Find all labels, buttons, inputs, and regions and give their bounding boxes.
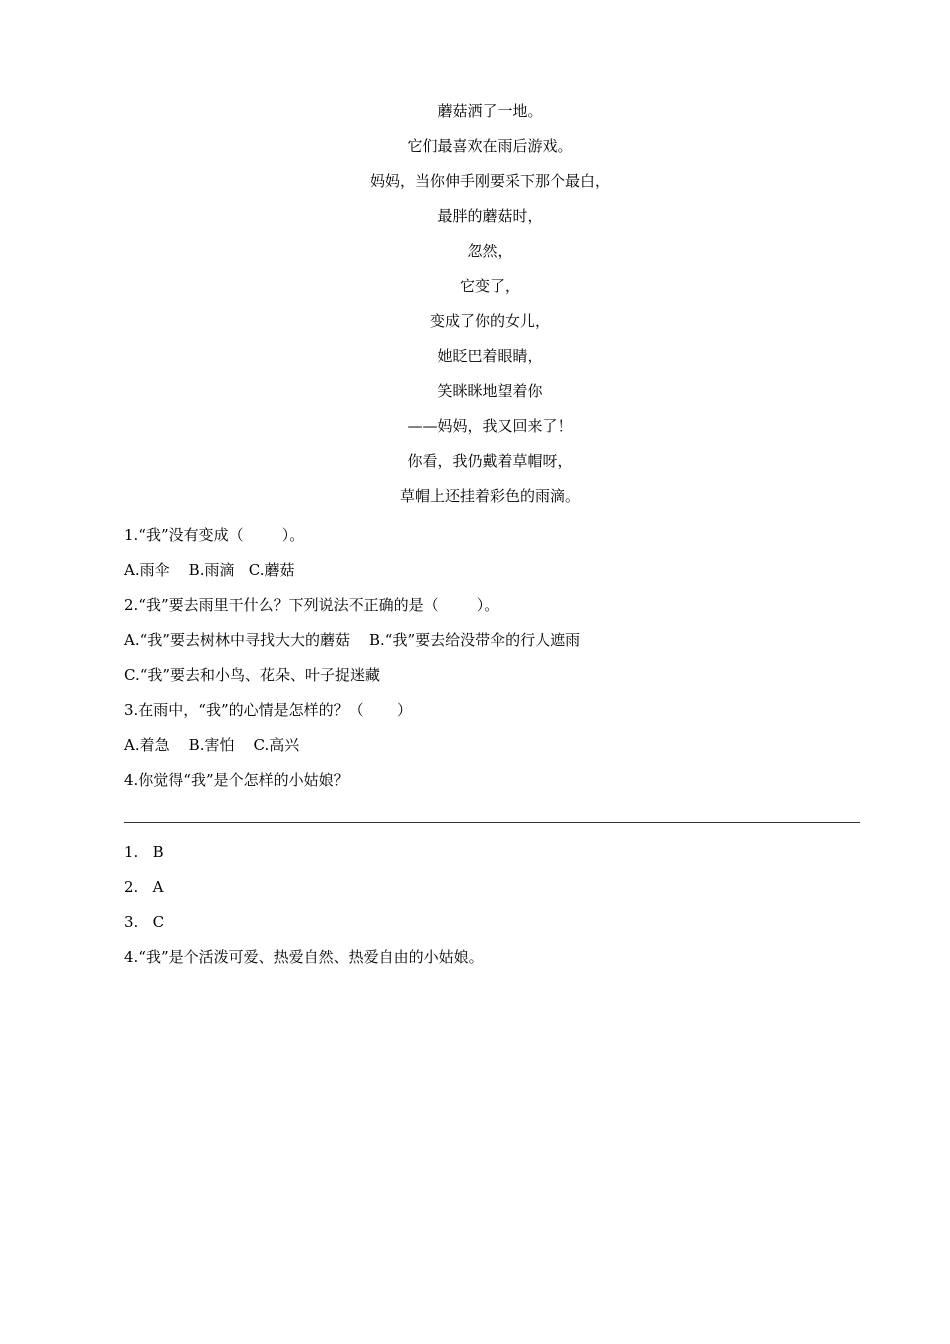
question-4: 4.你觉得“我”是个怎样的小姑娘？ bbox=[124, 771, 349, 789]
poem-line: 变成了你的女儿， bbox=[429, 312, 550, 330]
poem-line: 你看，我仍戴着草帽呀， bbox=[407, 452, 573, 470]
poem-line: 忽然， bbox=[467, 242, 513, 260]
poem-line: 妈妈，当你伸手刚要采下那个最白， bbox=[369, 172, 610, 190]
poem-line: 它变了， bbox=[459, 277, 520, 295]
answer-divider bbox=[124, 822, 860, 823]
question-2-option-c: C.“我”要去和小鸟、花朵、叶子捉迷藏 bbox=[124, 666, 381, 684]
answers-section bbox=[124, 840, 884, 980]
poem-line: ——妈妈，我又回来了！ bbox=[407, 417, 573, 435]
question-1: 1.“我”没有变成（ ）。 bbox=[124, 526, 305, 544]
answer-3: 3. C bbox=[124, 913, 165, 931]
question-3-options: A.着急 B.害怕 C.高兴 bbox=[124, 736, 300, 754]
answer-2: 2. A bbox=[124, 878, 164, 896]
poem-line: 笑眯眯地望着你 bbox=[437, 382, 543, 400]
poem bbox=[0, 99, 950, 519]
answer-1: 1. B bbox=[124, 843, 164, 861]
poem-line: 它们最喜欢在雨后游戏。 bbox=[407, 137, 573, 155]
poem-line: 草帽上还挂着彩色的雨滴。 bbox=[399, 487, 580, 505]
poem-line: 蘑菇洒了一地。 bbox=[437, 102, 543, 120]
answer-4: 4.“我”是个活泼可爱、热爱自然、热爱自由的小姑娘。 bbox=[124, 948, 484, 966]
question-2: 2.“我”要去雨里干什么？下列说法不正确的是（ ）。 bbox=[124, 596, 500, 614]
question-1-options: A.雨伞 B.雨滴 C.蘑菇 bbox=[124, 561, 295, 579]
question-2-options-ab: A.“我”要去树林中寻找大大的蘑菇 B.“我”要去给没带伞的行人遮雨 bbox=[124, 631, 581, 649]
question-3: 3.在雨中，“我”的心情是怎样的？（ ） bbox=[124, 701, 413, 719]
poem-line: 最胖的蘑菇时， bbox=[437, 207, 543, 225]
questions-section bbox=[124, 523, 884, 803]
poem-line: 她眨巴着眼睛， bbox=[437, 347, 543, 365]
